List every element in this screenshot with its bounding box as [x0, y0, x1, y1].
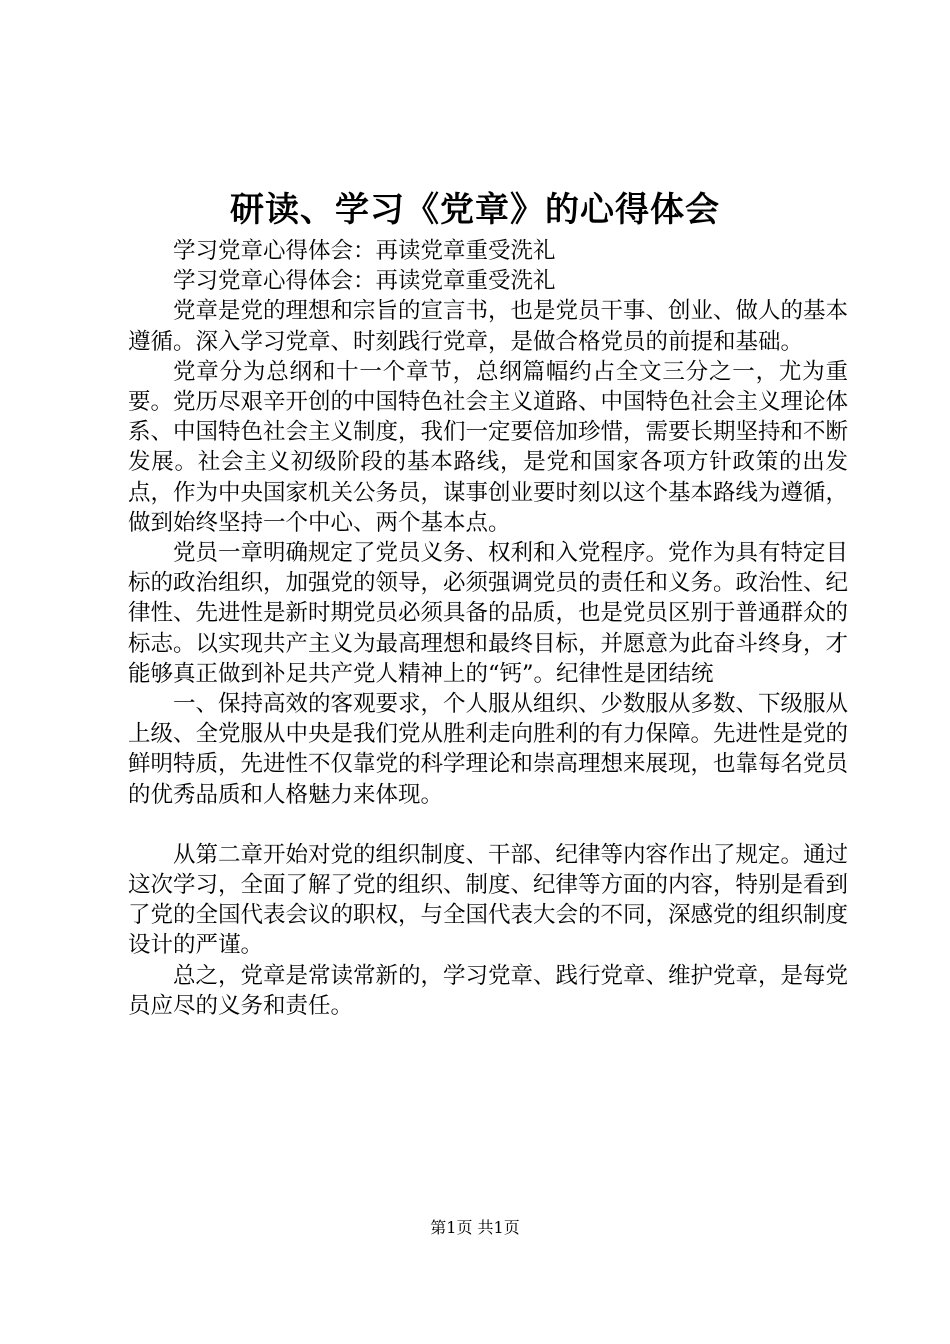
- paragraph-members-chapter: 党员一章明确规定了党员义务、权利和入党程序。党作为具有特定目标的政治组织，加强党的领导，必须强调党员的责任和义务。政治性、纪律性、先进性是新时期党员必须具备的品质，也是党员区别于普通群众的标志。以实现共产主义为最高理想和最终目标，并愿意为此奋斗终身，才能够真正做到补足共产党人精神上的“钙”。纪律性是团结统: [128, 540, 849, 687]
- subtitle-line-2: 学习党章心得体会：再读党章重受洗礼: [173, 268, 556, 295]
- subtitle-line-1: 学习党章心得体会：再读党章重受洗礼: [173, 238, 556, 264]
- paragraph-preamble: 党章是党的理想和宗旨的宣言书，也是党员干事、创业、做人的基本遵循。深入学习党章、时刻践行党章，是做合格党员的前提和基础。: [128, 298, 849, 355]
- paragraph-spacer: [128, 810, 848, 840]
- document-body: [128, 236, 848, 1021]
- paragraph-discipline: 一、保持高效的客观要求，个人服从组织、少数服从多数、下级服从上级、全党服从中央是我们党从胜利走向胜利的有力保障。先进性是党的鲜明特质，先进性不仅靠党的科学理论和崇高理想来展现，也靠每名党员的优秀品质和人格魅力来体现。: [128, 691, 849, 808]
- paragraph-conclusion: 总之，党章是常读常新的，学习党章、践行党章、维护党章，是每党员应尽的义务和责任。: [128, 962, 849, 1019]
- document-title: 研读、学习《党章》的心得体会: [230, 190, 720, 230]
- paragraph-organization: 从第二章开始对党的组织制度、干部、纪律等内容作出了规定。通过这次学习，全面了解了党的组织、制度、纪律等方面的内容，特别是看到了党的全国代表会议的职权，与全国代表大会的不同，深感党的组织制度设计的严谨。: [128, 841, 849, 959]
- page-number-footer: 第1页 共1页: [430, 1218, 520, 1237]
- paragraph-general-program: 党章分为总纲和十一个章节，总纲篇幅约占全文三分之一，尤为重要。党历尽艰辛开创的中国特色社会主义道路、中国特色社会主义理论体系、中国特色社会主义制度，我们一定要倍加珍惜，需要长期坚持和不断发展。社会主义初级阶段的基本路线，是党和国家各项方针政策的出发点，作为中央国家机关公务员，谋事创业要时刻以这个基本路线为遵循，做到始终坚持一个中心、两个基本点。: [128, 358, 849, 536]
